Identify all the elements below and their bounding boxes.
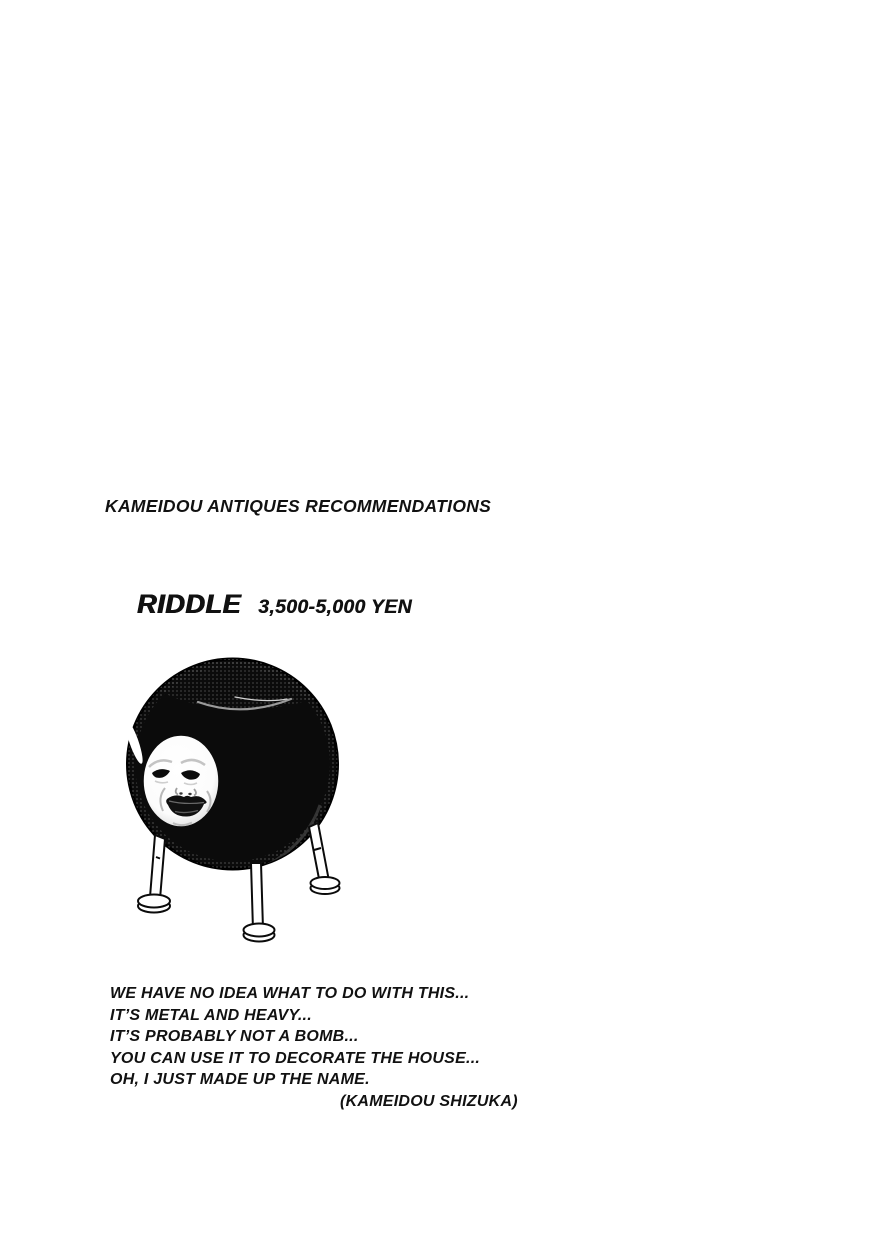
- middle-leg: [251, 863, 263, 930]
- item-illustration: [115, 645, 375, 955]
- left-nostril: [179, 792, 182, 794]
- description-lines: [110, 983, 518, 1091]
- mystery-ball-drawing: [115, 645, 375, 955]
- left-leg: [150, 835, 165, 899]
- description-line: IT’S PROBABLY NOT A BOMB...: [110, 1028, 359, 1045]
- description-line: OH, I JUST MADE UP THE NAME.: [110, 1071, 370, 1088]
- page-heading: KAMEIDOU ANTIQUES RECOMMENDATIONS: [105, 496, 492, 516]
- right-foot: [311, 877, 340, 894]
- left-leg-joint-line: [156, 857, 160, 859]
- left-foot: [138, 895, 170, 913]
- right-leg: [309, 823, 329, 884]
- description-line: WE HAVE NO IDEA WHAT TO DO WITH THIS...: [110, 985, 470, 1002]
- middle-foot: [244, 924, 275, 942]
- face: [143, 735, 219, 827]
- description-line: YOU CAN USE IT TO DECORATE THE HOUSE...: [110, 1049, 481, 1067]
- right-nostril: [188, 793, 191, 795]
- item-title-line: [137, 589, 412, 620]
- item-price: 3,500-5,000 YEN: [258, 596, 412, 618]
- description-line: IT’S METAL AND HEAVY...: [110, 1006, 312, 1024]
- credit-line: (KAMEIDOU SHIZUKA): [340, 1092, 518, 1110]
- item-description: [110, 983, 518, 1112]
- item-name: RIDDLE: [137, 589, 242, 619]
